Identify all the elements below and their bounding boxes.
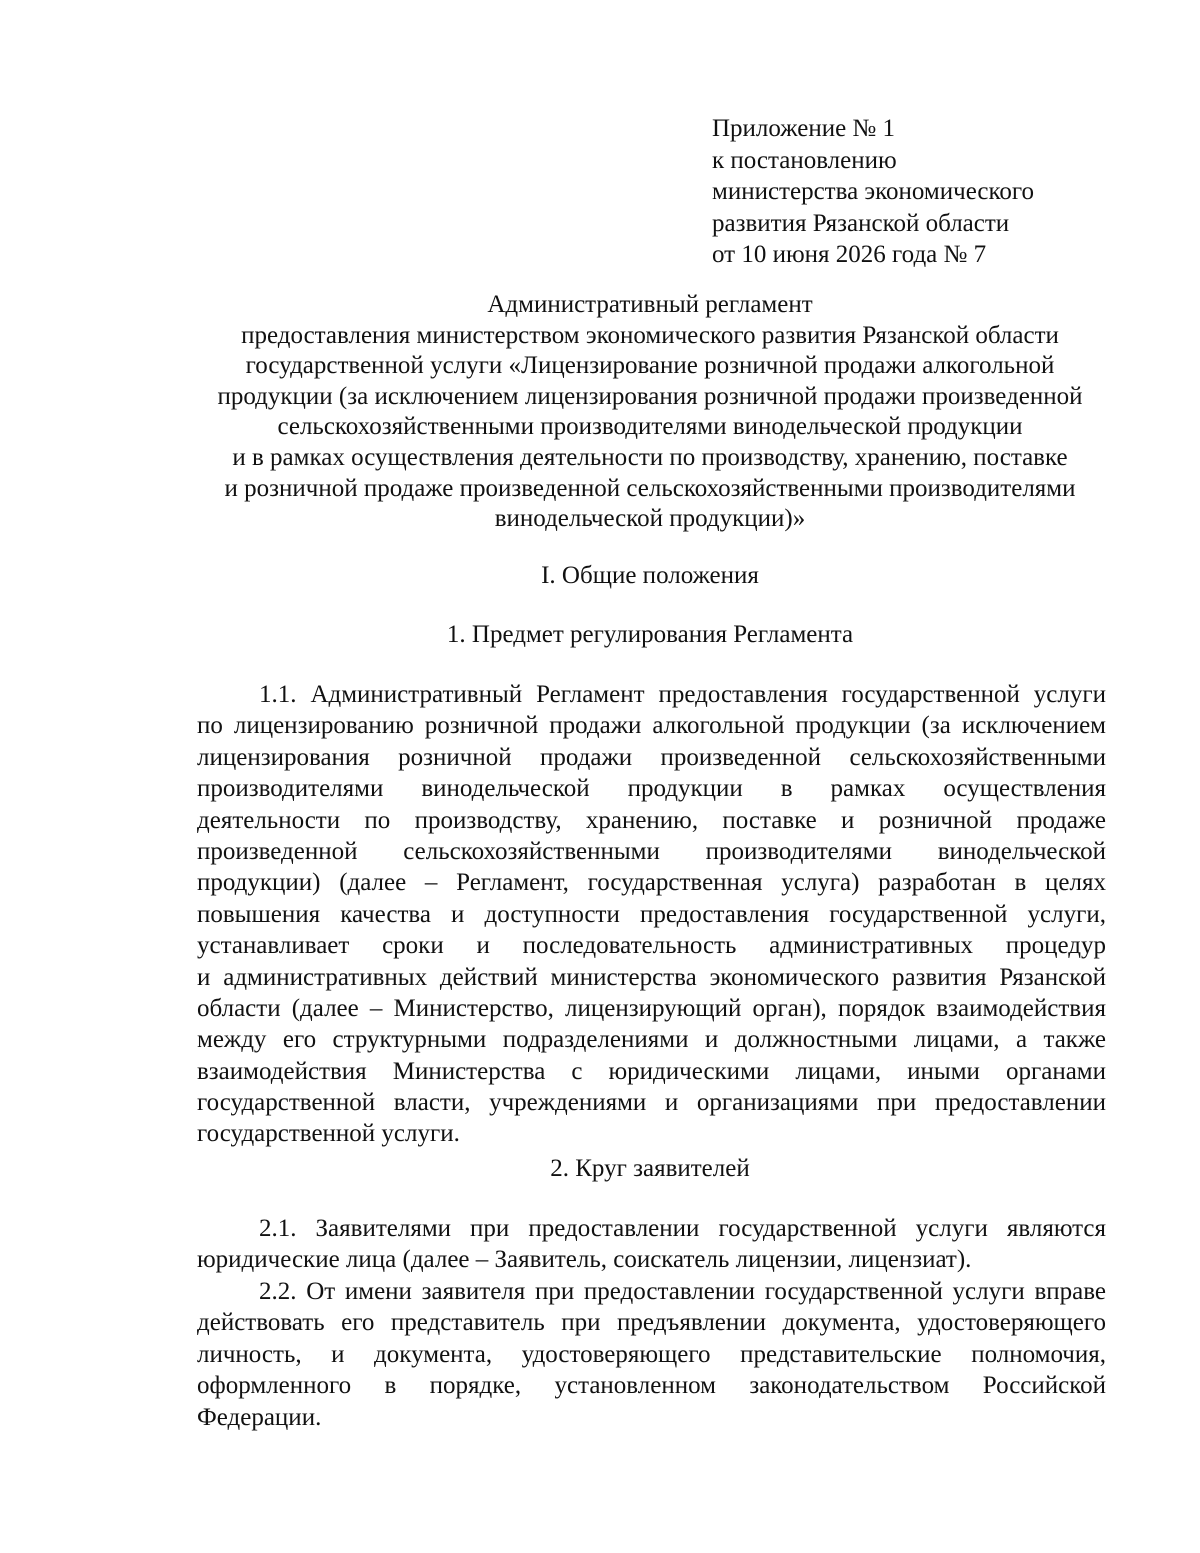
paragraph-line: личность, и документа, удостоверяющего представительские полномочия, [197,1340,1106,1368]
paragraph-line: взаимодействия Министерства с юридическими лицами, иными органами [197,1057,1106,1085]
paragraph-line: повышения качества и доступности предоставления государственной услуги, [197,900,1106,928]
appendix-line: Приложение № 1 [712,115,896,142]
appendix-line: от 10 июня 2026 года № 7 [712,241,987,268]
appendix-line: развития Рязанской области [712,209,1010,237]
subsection-heading: 2. Круг заявителей [550,1155,750,1182]
title-line: винодельческой продукции)» [494,505,806,533]
appendix-line: министерства экономического [712,178,1035,205]
paragraph-line: 1.1. Административный Регламент предоставления государственной услуги [259,681,1106,708]
paragraph-line: Федерации. [197,1403,322,1431]
paragraph-line: государственной власти, учреждениями и организациями при предоставлении [197,1089,1106,1117]
paragraph-2-1 [197,1213,1106,1276]
title-line: сельскохозяйственными производителями винодельческой продукции [277,413,1023,441]
title-line: государственной услуги «Лицензирование розничной продажи алкогольной [245,352,1055,380]
paragraph-line: произведенной сельскохозяйственными производителями винодельческой [197,837,1106,865]
document-title [150,290,1150,535]
subsection-heading: 1. Предмет регулирования Регламента [446,621,854,648]
title-line: предоставления министерством экономического развития Рязанской области [241,321,1059,349]
title-line: продукции (за исключением лицензирования розничной продажи произведенной [217,382,1083,410]
paragraph-2-2 [197,1276,1106,1433]
paragraph-line: продукции) (далее – Регламент, государственная услуга) разработан в целях [197,869,1106,897]
paragraph-line: 2.1. Заявителями при предоставлении государственной услуги являются [259,1215,1106,1242]
appendix-line: к постановлению [712,146,897,174]
paragraph-line: по лицензированию розничной продажи алкогольной продукции (за исключением [197,712,1106,740]
paragraph-line: государственной услуги. [197,1120,460,1148]
paragraph-line: области (далее – Министерство, лицензирующий орган), порядок взаимодействия [197,994,1106,1022]
paragraph-line: действовать его представитель при предъявлении документа, удостоверяющего [197,1309,1106,1337]
paragraph-line: юридические лица (далее – Заявитель, соискатель лицензии, лицензиат). [197,1246,972,1274]
paragraph-line: между его структурными подразделениями и должностными лицами, а также [197,1026,1106,1054]
appendix-header [712,113,1034,271]
title-line: Административный регламент [487,291,813,318]
paragraph-line: деятельности по производству, хранению, поставке и розничной продаже [197,806,1106,834]
paragraph-line: лицензирования розничной продажи произведенной сельскохозяйственными [197,743,1106,771]
paragraph-line: и административных действий министерства экономического развития Рязанской [197,963,1106,991]
section-heading: I. Общие положения [541,562,759,589]
title-line: и в рамках осуществления деятельности по производству, хранению, поставке [232,443,1068,471]
paragraph-line: производителями винодельческой продукции в рамках осуществления [197,775,1106,803]
paragraph-line: 2.2. От имени заявителя при предоставлении государственной услуги вправе [259,1278,1106,1305]
paragraph-1-1 [197,679,1106,1150]
paragraph-line: устанавливает сроки и последовательность административных процедур [197,932,1106,960]
paragraph-line: оформленного в порядке, установленном законодательством Российской [197,1372,1106,1400]
title-line: и розничной продаже произведенной сельскохозяйственными производителями [224,474,1076,502]
